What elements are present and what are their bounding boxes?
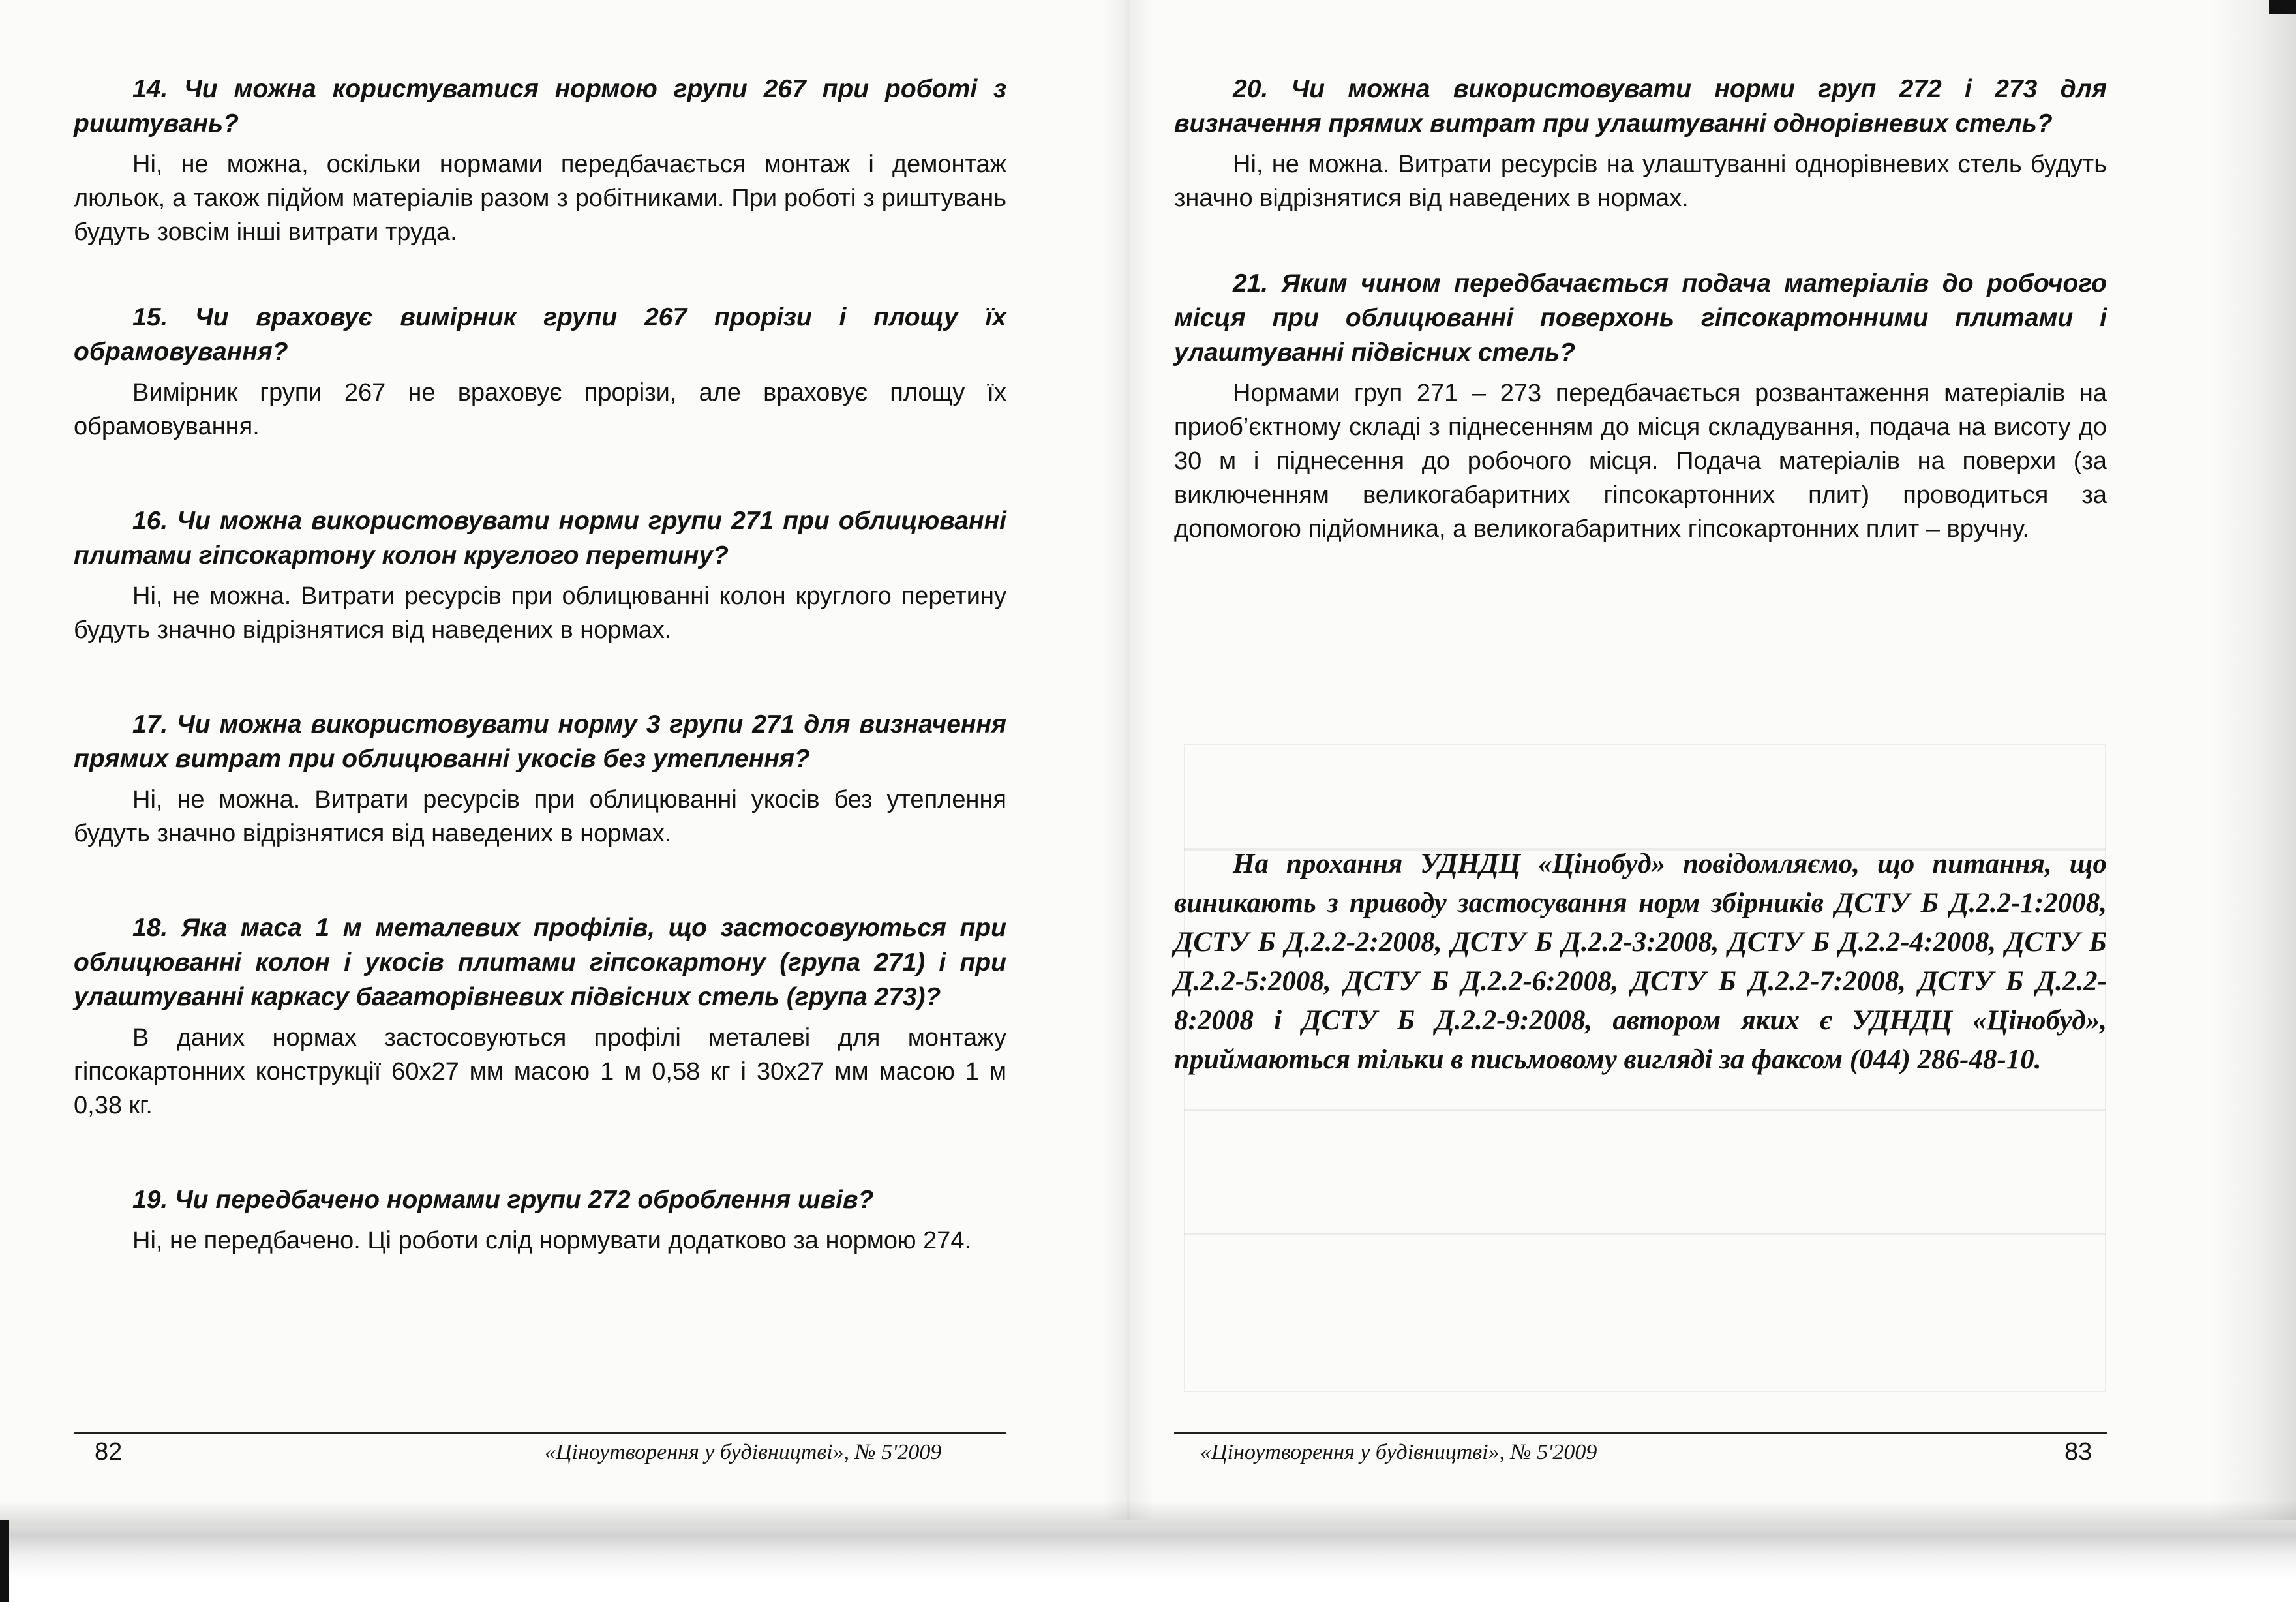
question: 18. Яка маса 1 м металевих профілів, що застосовуються при облицюванні колон і укосів плитами гіпсокартону (група 271) і при улаштуванні каркасу багаторівневих підвісних стель (група 273)? — [74, 914, 1006, 1011]
qa-item — [74, 911, 1006, 1123]
scan-edge — [0, 1520, 9, 1602]
scan-bottom-shadow — [0, 1500, 2296, 1579]
answer: Ні, не можна, оскільки нормами передбачається монтаж і демонтаж люльок, а також підйом матеріалів разом з робітниками. При роботі з риштувань будуть зовсім інші витрати труда. — [74, 151, 1006, 246]
question: 16. Чи можна використовувати норми групи 271 при облицюванні плитами гіпсокартону колон круглого перетину? — [74, 507, 1006, 569]
question: 17. Чи можна використовувати норму 3 групи 271 для визначення прямих витрат при облицюванні укосів без утеплення? — [74, 710, 1006, 773]
qa-item — [74, 300, 1006, 444]
right-page — [1174, 72, 2107, 606]
journal-title: «Ціноутворення у будівництві», № 5'2009 — [545, 1440, 942, 1464]
publisher-notice: На прохання УДНДЦ «Цінобуд» повідомляємо, що питання, що виникають з приводу застосування норм збірників ДСТУ Б Д.2.2-1:2008, ДСТУ Б Д.2.2-2:2008, ДСТУ Б Д.2.2-3:2008, ДСТУ Б Д.2.2-4:2008, ДСТУ Б Д.2.2-5:2008, ДСТУ Б Д.2.2-6:2008, ДСТУ Б Д.2.2-7:2008, ДСТУ Б Д.2.2-8:2008 і ДСТУ Б Д.2.2-9:2008, автором яких є УДНДЦ «Цінобуд», приймаються тільки в письмовому вигляді за факсом (044) 286-48-10. — [1174, 849, 2107, 1075]
page-number: 82 — [95, 1438, 123, 1466]
answer: Ні, не можна. Витрати ресурсів при облицюванні укосів без утеплення будуть значно відрізнятися від наведених в нормах. — [74, 786, 1006, 847]
qa-item — [74, 1183, 1006, 1258]
footer-rule — [74, 1432, 1006, 1434]
left-page — [74, 72, 1006, 1318]
answer: Ні, не можна. Витрати ресурсів на улаштуванні однорівневих стель будуть значно відрізнятися від наведених в нормах. — [1174, 151, 2107, 212]
question: 20. Чи можна використовувати норми груп 272 і 273 для визначення прямих витрат при улаштуванні однорівневих стель? — [1174, 75, 2107, 138]
book-gutter — [1102, 0, 1155, 1520]
answer: Ні, не можна. Витрати ресурсів при облицюванні колон круглого перетину будуть значно відрізнятися від наведених в нормах. — [74, 582, 1006, 644]
qa-item — [1174, 266, 2107, 546]
answer: Нормами груп 271 – 273 передбачається розвантаження матеріалів на приоб’єктному складі з піднесенням до місця складування, подача на висоту до 30 м і піднесення до робочого місця. Подача матеріалів на поверхи (за виключенням великогабаритних гіпсокартонних плит) проводиться за допомогою підйомника, а великогабаритних гіпсокартонних плит – вручну. — [1174, 380, 2107, 543]
journal-title: «Ціноутворення у будівництві», № 5'2009 — [1200, 1440, 1597, 1464]
qa-item — [74, 72, 1006, 249]
question: 14. Чи можна користуватися нормою групи 267 при роботі з риштувань? — [74, 75, 1006, 138]
qa-item — [74, 504, 1006, 647]
qa-item — [1174, 72, 2107, 215]
answer: Ні, не передбачено. Ці роботи слід нормувати додатково за нормою 274. — [132, 1227, 972, 1254]
page-curl-shadow — [2211, 0, 2296, 1520]
show-through-rule — [1184, 1109, 2106, 1111]
qa-item — [74, 707, 1006, 851]
question: 19. Чи передбачено нормами групи 272 оброблення швів? — [132, 1186, 874, 1214]
question: 21. Яким чином передбачається подача матеріалів до робочого місця при облицюванні поверхонь гіпсокартонними плитами і улаштуванні підвісних стель? — [1174, 269, 2107, 367]
answer: В даних нормах застосовуються профілі металеві для монтажу гіпсокартонних конструкції 60х27 мм масою 1 м 0,58 кг і 30х27 мм масою 1 м 0,38 кг. — [74, 1024, 1006, 1119]
page-number: 83 — [2064, 1438, 2092, 1466]
scan-corner — [2269, 0, 2296, 14]
show-through-rule — [1184, 1233, 2106, 1235]
answer: Вимірник групи 267 не враховує прорізи, але враховує площу їх обрамовування. — [74, 379, 1006, 440]
footer-rule — [1174, 1432, 2107, 1434]
question: 15. Чи враховує вимірник групи 267 прорізи і площу їх обрамовування? — [74, 303, 1006, 366]
